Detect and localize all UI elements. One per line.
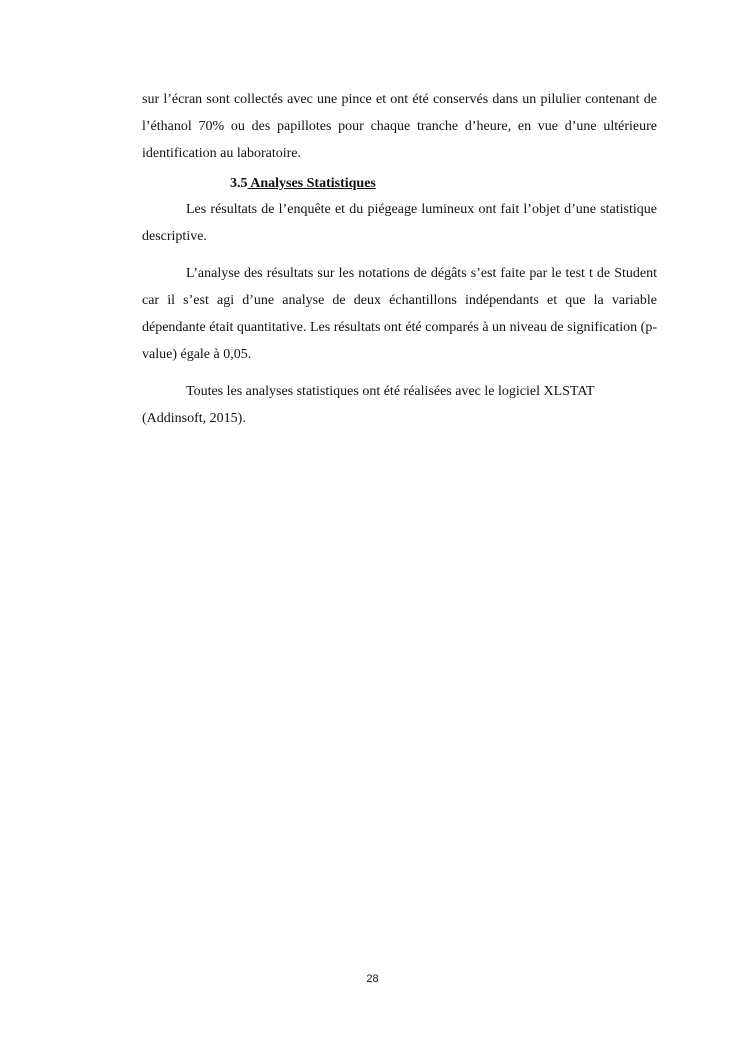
section-number: 3.5: [230, 176, 248, 191]
paragraph-student-test: L’analyse des résultats sur les notations de dégâts s’est faite par le test t de Student car il s’est agi d’une analyse de deux échantillons indépendants et que la variable dépendante était quantitative. Les résultats ont été comparés à un niveau de signification (p-value) égale à 0,05.: [142, 266, 657, 362]
paragraph-software-line1: Toutes les analyses statistiques ont été réalisées avec le logiciel XLSTAT: [186, 384, 595, 399]
paragraph-descriptive-statistics: Les résultats de l’enquête et du piégeage lumineux ont fait l’objet d’une statistique descriptive.: [142, 202, 657, 244]
page-body: [142, 86, 657, 432]
section-heading: [142, 172, 657, 196]
paragraph-software-line2: (Addinsoft, 2015).: [142, 411, 246, 426]
section-title: Analyses Statistiques: [247, 176, 376, 191]
paragraph-software: [142, 378, 657, 432]
intro-paragraph: sur l’écran sont collectés avec une pince et ont été conservés dans un pilulier contenant de l’éthanol 70% ou des papillotes pour chaque tranche d’heure, en vue d’une ultérieure identification au laboratoire.: [142, 92, 657, 161]
page-number: 28: [366, 973, 379, 985]
